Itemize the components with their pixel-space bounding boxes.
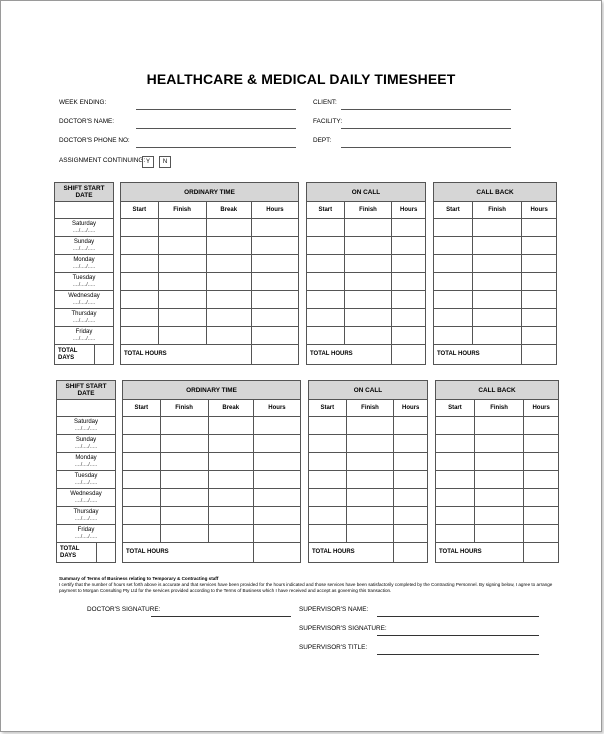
ordinary-time-table-1 [120,182,299,365]
time-cell[interactable] [392,219,426,237]
time-cell[interactable] [206,219,251,237]
total-days-label: TOTAL DAYS [55,345,95,365]
ordinary-time-table-2 [122,380,301,563]
day-cell[interactable]: Friday ..../..../..... [55,327,114,345]
client-field[interactable] [341,109,511,110]
time-cell[interactable] [206,237,251,255]
ordinary-time-header: ORDINARY TIME [121,183,299,202]
time-cell[interactable] [208,471,253,489]
total-hours-value[interactable] [253,543,300,563]
break-column-header: Break [206,202,251,219]
day-cell[interactable]: Sunday ..../..../..... [57,435,116,453]
assignment-continuing-label: ASSIGNMENT CONTINUING: [59,157,146,164]
client-label: CLIENT: [313,99,337,106]
time-cell[interactable] [474,453,523,471]
time-cell[interactable] [436,525,475,543]
time-cell[interactable] [121,237,159,255]
time-cell[interactable] [307,219,345,237]
time-cell[interactable] [346,453,394,471]
time-cell[interactable] [253,453,300,471]
doctors-signature-label: DOCTOR'S SIGNATURE: [87,606,161,613]
time-cell[interactable] [394,453,428,471]
time-cell[interactable] [472,327,521,345]
shift-start-date-table-2 [56,380,116,563]
time-cell[interactable] [474,417,523,435]
time-cell[interactable] [160,525,208,543]
time-cell[interactable] [522,327,557,345]
time-cell[interactable] [522,273,557,291]
time-cell[interactable] [434,327,473,345]
time-cell[interactable] [251,327,298,345]
total-hours-label: TOTAL HOURS [307,345,392,365]
time-cell[interactable] [472,309,521,327]
start-column-header: Start [123,400,161,417]
time-cell[interactable] [251,309,298,327]
time-cell[interactable] [472,255,521,273]
total-days-value[interactable] [97,543,116,563]
terms-body: I certify that the number of hours set forth above is accurate and that services have been provided for the hours indicated and those services have been satisfactorily completed by the Contracting Personnel. By signing below, I agree to arrange payment to Morgan Consulting Pty Ltd for the services provided according to the Terms of Business which I have received and accept as governing this transaction. [59,582,553,593]
total-hours-label: TOTAL HOURS [436,543,524,563]
facility-field[interactable] [341,128,511,129]
time-cell[interactable] [522,219,557,237]
total-days-label: TOTAL DAYS [57,543,97,563]
time-cell[interactable] [394,471,428,489]
time-cell[interactable] [436,453,475,471]
call-back-table-1 [433,182,557,365]
time-cell[interactable] [394,435,428,453]
time-cell[interactable] [392,327,426,345]
time-cell[interactable] [206,255,251,273]
time-cell[interactable] [158,237,206,255]
time-cell[interactable] [344,219,392,237]
finish-column-header: Finish [474,400,523,417]
time-cell[interactable] [346,507,394,525]
call-back-table-2 [435,380,559,563]
doctors-phone-field[interactable] [136,147,296,148]
time-cell[interactable] [158,309,206,327]
time-cell[interactable] [436,489,475,507]
time-cell[interactable] [436,417,475,435]
hours-column-header: Hours [392,202,426,219]
time-cell[interactable] [394,417,428,435]
time-cell[interactable] [307,309,345,327]
total-hours-label: TOTAL HOURS [434,345,522,365]
doctors-name-label: DOCTOR'S NAME: [59,118,115,125]
day-cell[interactable]: Sunday ..../..../..... [55,237,114,255]
time-cell[interactable] [208,453,253,471]
start-column-header: Start [436,400,475,417]
finish-column-header: Finish [346,400,394,417]
time-cell[interactable] [472,219,521,237]
supervisors-name-label: SUPERVISOR'S NAME: [299,606,369,613]
start-column-header: Start [121,202,159,219]
time-cell[interactable] [121,291,159,309]
time-cell[interactable] [251,237,298,255]
time-cell[interactable] [253,525,300,543]
time-cell[interactable] [121,255,159,273]
time-cell[interactable] [346,525,394,543]
time-cell[interactable] [121,309,159,327]
time-cell[interactable] [474,489,523,507]
time-cell[interactable] [160,507,208,525]
time-cell[interactable] [253,435,300,453]
day-cell[interactable]: Friday ..../..../..... [57,525,116,543]
time-cell[interactable] [394,507,428,525]
time-cell[interactable] [524,453,559,471]
time-cell[interactable] [121,219,159,237]
time-cell[interactable] [307,237,345,255]
time-cell[interactable] [309,453,347,471]
time-cell[interactable] [346,471,394,489]
time-cell[interactable] [524,525,559,543]
time-cell[interactable] [436,471,475,489]
time-cell[interactable] [121,327,159,345]
shift-start-date-header: SHIFT START DATE [55,183,114,202]
time-cell[interactable] [434,255,473,273]
assignment-yes-checkbox[interactable]: Y [142,156,154,168]
time-cell[interactable] [346,417,394,435]
time-cell[interactable] [160,489,208,507]
time-cell[interactable] [436,435,475,453]
hours-column-header: Hours [522,202,557,219]
time-cell[interactable] [524,435,559,453]
day-cell[interactable]: Saturday ..../..../..... [57,417,116,435]
terms-of-business [59,576,559,594]
finish-column-header: Finish [158,202,206,219]
time-cell[interactable] [251,291,298,309]
time-cell[interactable] [524,489,559,507]
day-cell[interactable]: Thursday ..../..../..... [55,309,114,327]
time-cell[interactable] [121,273,159,291]
time-cell[interactable] [123,453,161,471]
shift-start-date-table-1 [54,182,114,365]
time-cell[interactable] [524,507,559,525]
total-hours-value[interactable] [392,345,426,365]
hours-column-header: Hours [251,202,298,219]
time-cell[interactable] [160,471,208,489]
time-cell[interactable] [160,453,208,471]
doctors-signature-field[interactable] [151,616,291,617]
total-hours-value[interactable] [524,543,559,563]
time-cell[interactable] [474,525,523,543]
time-cell[interactable] [434,237,473,255]
time-cell[interactable] [158,255,206,273]
time-cell[interactable] [251,255,298,273]
terms-heading: Summary of Terms of Business relating to Temporary & Contracting staff [59,576,219,581]
time-cell[interactable] [158,291,206,309]
time-cell[interactable] [309,525,347,543]
supervisors-signature-label: SUPERVISOR'S SIGNATURE: [299,625,387,632]
time-cell[interactable] [392,309,426,327]
hours-column-header: Hours [394,400,428,417]
time-cell[interactable] [472,291,521,309]
time-cell[interactable] [346,435,394,453]
shift-start-date-header: SHIFT START DATE [57,381,116,400]
time-cell[interactable] [436,507,475,525]
hours-column-header: Hours [524,400,559,417]
time-cell[interactable] [208,417,253,435]
day-cell[interactable]: Monday ..../..../..... [55,255,114,273]
day-cell[interactable]: Tuesday ..../..../..... [55,273,114,291]
time-cell[interactable] [434,309,473,327]
on-call-header: ON CALL [309,381,428,400]
on-call-table-1 [306,182,426,365]
call-back-header: CALL BACK [434,183,557,202]
day-cell[interactable]: Thursday ..../..../..... [57,507,116,525]
day-cell[interactable]: Saturday ..../..../..... [55,219,114,237]
time-cell[interactable] [472,273,521,291]
time-cell[interactable] [160,435,208,453]
time-cell[interactable] [253,507,300,525]
day-cell[interactable]: Tuesday ..../..../..... [57,471,116,489]
start-column-header: Start [309,400,347,417]
page-title: HEALTHCARE & MEDICAL DAILY TIMESHEET [146,71,456,87]
time-cell[interactable] [472,237,521,255]
day-cell[interactable]: Wednesday ..../..../..... [55,291,114,309]
time-cell[interactable] [307,327,345,345]
total-hours-value[interactable] [251,345,298,365]
day-cell[interactable]: Monday ..../..../..... [57,453,116,471]
time-cell[interactable] [307,291,345,309]
time-cell[interactable] [392,237,426,255]
time-cell[interactable] [346,489,394,507]
start-column-header: Start [434,202,473,219]
time-cell[interactable] [123,417,161,435]
finish-column-header: Finish [344,202,392,219]
start-column-header: Start [307,202,345,219]
time-cell[interactable] [251,219,298,237]
supervisors-name-field[interactable] [377,616,539,617]
dept-label: DEPT: [313,137,332,144]
on-call-table-2 [308,380,428,563]
time-cell[interactable] [158,219,206,237]
supervisors-title-label: SUPERVISOR'S TITLE: [299,644,368,651]
time-cell[interactable] [344,237,392,255]
time-cell[interactable] [309,507,347,525]
week-ending-field[interactable] [136,109,296,110]
time-cell[interactable] [392,273,426,291]
total-hours-label: TOTAL HOURS [309,543,394,563]
doctors-name-field[interactable] [136,128,296,129]
time-cell[interactable] [344,327,392,345]
time-cell[interactable] [123,471,161,489]
time-cell[interactable] [206,273,251,291]
total-days-value[interactable] [95,345,114,365]
total-hours-label: TOTAL HOURS [121,345,252,365]
total-hours-value[interactable] [522,345,557,365]
day-cell[interactable]: Wednesday ..../..../..... [57,489,116,507]
time-cell[interactable] [208,507,253,525]
time-cell[interactable] [522,309,557,327]
on-call-header: ON CALL [307,183,426,202]
time-cell[interactable] [344,255,392,273]
total-hours-label: TOTAL HOURS [123,543,254,563]
time-cell[interactable] [344,309,392,327]
time-cell[interactable] [434,291,473,309]
time-cell[interactable] [309,417,347,435]
time-cell[interactable] [160,417,208,435]
time-cell[interactable] [524,417,559,435]
time-cell[interactable] [123,507,161,525]
time-cell[interactable] [206,309,251,327]
time-cell[interactable] [344,273,392,291]
finish-column-header: Finish [160,400,208,417]
doctors-phone-label: DOCTOR'S PHONE NO: [59,137,130,144]
supervisors-title-field[interactable] [377,654,539,655]
time-cell[interactable] [251,273,298,291]
time-cell[interactable] [524,471,559,489]
time-cell[interactable] [208,435,253,453]
time-cell[interactable] [392,291,426,309]
supervisors-signature-field[interactable] [377,635,539,636]
time-cell[interactable] [253,471,300,489]
facility-label: FACILITY: [313,118,343,125]
time-cell[interactable] [344,291,392,309]
time-cell[interactable] [474,435,523,453]
time-cell[interactable] [206,327,251,345]
dept-field[interactable] [341,147,511,148]
finish-column-header: Finish [472,202,521,219]
time-cell[interactable] [392,255,426,273]
time-cell[interactable] [123,525,161,543]
time-cell[interactable] [522,237,557,255]
time-cell[interactable] [253,489,300,507]
time-cell[interactable] [158,327,206,345]
time-cell[interactable] [474,507,523,525]
time-cell[interactable] [522,255,557,273]
time-cell[interactable] [208,525,253,543]
assignment-no-checkbox[interactable]: N [159,156,171,168]
call-back-header: CALL BACK [436,381,559,400]
time-cell[interactable] [307,273,345,291]
time-cell[interactable] [309,489,347,507]
time-cell[interactable] [522,291,557,309]
time-cell[interactable] [158,273,206,291]
time-cell[interactable] [253,417,300,435]
time-cell[interactable] [434,219,473,237]
time-cell[interactable] [206,291,251,309]
time-cell[interactable] [208,489,253,507]
time-cell[interactable] [123,489,161,507]
time-cell[interactable] [394,525,428,543]
total-hours-value[interactable] [394,543,428,563]
time-cell[interactable] [394,489,428,507]
week-ending-label: WEEK ENDING: [59,99,107,106]
time-cell[interactable] [309,435,347,453]
time-cell[interactable] [474,471,523,489]
time-cell[interactable] [309,471,347,489]
hours-column-header: Hours [253,400,300,417]
time-cell[interactable] [307,255,345,273]
time-cell[interactable] [123,435,161,453]
break-column-header: Break [208,400,253,417]
time-cell[interactable] [434,273,473,291]
ordinary-time-header: ORDINARY TIME [123,381,301,400]
